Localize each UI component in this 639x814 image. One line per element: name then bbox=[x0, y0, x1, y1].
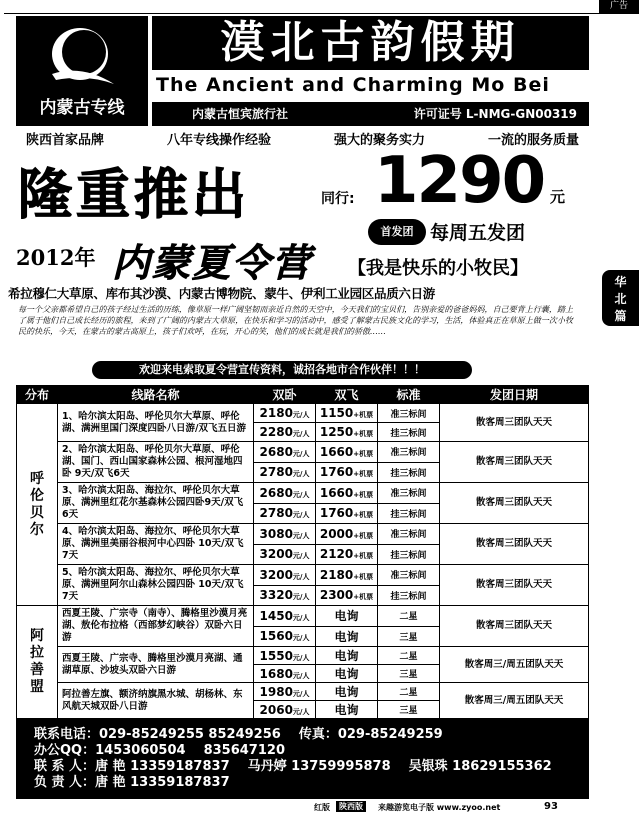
sleeper-price: 3320元/人 bbox=[254, 585, 316, 606]
sleeper-price: 1450元/人 bbox=[254, 606, 316, 627]
logo-box bbox=[16, 16, 148, 126]
agency-name: 内蒙古恒宾旅行社 bbox=[192, 107, 289, 121]
fly-price: 电询 bbox=[316, 683, 378, 701]
header-departure: 发团日期 bbox=[440, 386, 589, 404]
camp-title: 内蒙夏令营 bbox=[112, 241, 313, 285]
fly-price: 2300+机票 bbox=[316, 585, 378, 606]
license-number: 许可证号 L-NMG-GN00319 bbox=[413, 107, 577, 121]
route-name: 阿拉善左旗、额济纳旗黑水城、胡杨林、东风航天城双卧八日游 bbox=[58, 683, 254, 719]
departure: 散客周三/周五团队天天 bbox=[440, 647, 589, 683]
route-name: 5、哈尔滨太阳岛、海拉尔、呼伦贝尔大草原、满洲里阿尔山森林公园四卧 10天/双飞7天 bbox=[58, 565, 254, 606]
weekly-departure: 每周五发团 bbox=[430, 222, 526, 244]
title-english: The Ancient and Charming Mo Bei bbox=[156, 74, 550, 96]
manager: 唐 艳 13359187837 bbox=[95, 775, 230, 790]
standard: 二星 bbox=[378, 606, 440, 627]
region-char: 尔 bbox=[30, 521, 44, 538]
camp-year: 2012年 bbox=[16, 245, 96, 270]
departure: 散客周三团队天天 bbox=[440, 404, 589, 442]
footer bbox=[0, 800, 639, 814]
sleeper-price: 2060元/人 bbox=[254, 701, 316, 719]
table-row bbox=[17, 606, 589, 627]
fly-price: 1660+机票 bbox=[316, 442, 378, 463]
side-tab-char: 华 bbox=[614, 275, 627, 289]
camp-subtitle: 【我是快乐的小牧民】 bbox=[348, 258, 528, 279]
sleeper-price: 2180元/人 bbox=[254, 404, 316, 423]
sleeper-price: 1550元/人 bbox=[254, 647, 316, 665]
fly-price: 2180+机票 bbox=[316, 565, 378, 586]
header bbox=[16, 16, 589, 126]
standard: 准三标间 bbox=[378, 442, 440, 463]
qq-label: 办公QQ： bbox=[34, 743, 96, 758]
slogan-1: 陕西首家品牌 bbox=[26, 132, 105, 148]
contact-label: 联 系 人： bbox=[34, 759, 96, 774]
region-char: 善 bbox=[30, 662, 44, 678]
standard: 准三标间 bbox=[378, 404, 440, 423]
region-alxa bbox=[17, 606, 58, 719]
sleeper-price: 2780元/人 bbox=[254, 503, 316, 524]
top-rule bbox=[4, 13, 639, 14]
sleeper-price: 3200元/人 bbox=[254, 565, 316, 586]
contact-person-1: 唐 艳 13359187837 bbox=[95, 759, 230, 774]
departure: 散客周三团队天天 bbox=[440, 524, 589, 565]
header-standard: 标准 bbox=[378, 386, 440, 404]
table-row bbox=[17, 524, 589, 545]
peer-price-label: 同行: bbox=[321, 191, 355, 207]
departure: 散客周三团队天天 bbox=[440, 606, 589, 647]
fax-label: 传真： bbox=[298, 727, 338, 742]
standard: 挂三标间 bbox=[378, 503, 440, 524]
standard: 二星 bbox=[378, 647, 440, 665]
standard: 挂三标间 bbox=[378, 462, 440, 483]
departure: 散客周三团队天天 bbox=[440, 565, 589, 606]
header-region: 分布 bbox=[17, 386, 58, 404]
region-char: 阿 bbox=[30, 628, 44, 644]
standard: 准三标间 bbox=[378, 483, 440, 504]
contact-person-2: 马丹婷 13759995878 bbox=[247, 759, 391, 774]
header-fly: 双飞 bbox=[316, 386, 378, 404]
region-char: 拉 bbox=[30, 645, 44, 661]
side-tab-char: 北 bbox=[614, 292, 627, 306]
sleeper-price: 3080元/人 bbox=[254, 524, 316, 545]
hero bbox=[16, 144, 589, 226]
header-sleeper: 双卧 bbox=[254, 386, 316, 404]
standard: 挂三标间 bbox=[378, 423, 440, 442]
sleeper-price: 2280元/人 bbox=[254, 423, 316, 442]
price-unit: 元 bbox=[550, 188, 566, 206]
standard: 二星 bbox=[378, 683, 440, 701]
sleeper-price: 1560元/人 bbox=[254, 626, 316, 647]
standard: 三星 bbox=[378, 665, 440, 683]
slogan-2: 八年专线操作经验 bbox=[166, 132, 271, 148]
table-row bbox=[17, 404, 589, 423]
fly-price: 电询 bbox=[316, 647, 378, 665]
phone-number: 029-85249255 85249256 bbox=[99, 727, 281, 742]
ad-tag: 广告 bbox=[599, 0, 639, 13]
big-slogan: 隆重推出 bbox=[18, 163, 250, 226]
side-tab-huabei bbox=[602, 270, 639, 326]
fly-price: 1760+机票 bbox=[316, 503, 378, 524]
standard: 挂三标间 bbox=[378, 585, 440, 606]
contact-box bbox=[16, 719, 589, 799]
table-row bbox=[17, 442, 589, 463]
standard: 挂三标间 bbox=[378, 544, 440, 565]
edition-label: 红版 bbox=[314, 803, 330, 812]
fly-price: 电询 bbox=[316, 701, 378, 719]
routes-table bbox=[16, 385, 589, 719]
page-number: 93 bbox=[544, 801, 558, 812]
table-row bbox=[17, 483, 589, 504]
camp-row bbox=[16, 232, 589, 284]
table-header-row bbox=[17, 386, 589, 404]
peer-price: 1290 bbox=[374, 144, 545, 218]
region-char: 贝 bbox=[30, 504, 44, 521]
fly-price: 1660+机票 bbox=[316, 483, 378, 504]
standard: 准三标间 bbox=[378, 524, 440, 545]
standard: 三星 bbox=[378, 626, 440, 647]
logo-region-text: 内蒙古专线 bbox=[39, 98, 125, 118]
fly-price: 电询 bbox=[316, 665, 378, 683]
contact-person-row bbox=[34, 759, 589, 775]
q-crescent-logo-icon bbox=[42, 24, 118, 86]
site-link: 来趣游览电子版 www.zyoo.net bbox=[378, 803, 501, 812]
route-banner: 希拉穆仁大草原、库布其沙漠、内蒙古博物院、蒙牛、伊利工业园区品质六日游 bbox=[8, 286, 436, 301]
route-name: 西夏王陵、广宗寺（南寺）、腾格里沙漠月亮湖、敖伦布拉格（西部梦幻峡谷）双卧六日游 bbox=[58, 606, 254, 647]
standard: 准三标间 bbox=[378, 565, 440, 586]
route-name: 4、哈尔滨太阳岛、海拉尔、呼伦贝尔大草原、满洲里美丽谷根河中心四卧 10天/双飞7天 bbox=[58, 524, 254, 565]
fly-price: 2000+机票 bbox=[316, 524, 378, 545]
fly-price: 1760+机票 bbox=[316, 462, 378, 483]
sleeper-price: 2680元/人 bbox=[254, 442, 316, 463]
table-row bbox=[17, 683, 589, 701]
fly-price: 2120+机票 bbox=[316, 544, 378, 565]
manager-label: 负 责 人： bbox=[34, 775, 96, 790]
side-tab-char: 篇 bbox=[614, 309, 627, 323]
sleeper-price: 3200元/人 bbox=[254, 544, 316, 565]
fly-price: 1150+机票 bbox=[316, 404, 378, 423]
fly-price: 电询 bbox=[316, 626, 378, 647]
departure: 散客周三/周五团队天天 bbox=[440, 683, 589, 719]
contact-qq-row bbox=[34, 743, 589, 759]
slogan-4: 一流的服务质量 bbox=[487, 132, 579, 148]
route-name: 西夏王陵、广宗寺、腾格里沙漠月亮湖、通湖草原、沙坡头双卧六日游 bbox=[58, 647, 254, 683]
table-row bbox=[17, 647, 589, 665]
invite-banner: 欢迎来电索取夏令营宣传资料，诚招各地市合作伙伴！！！ bbox=[92, 361, 472, 379]
contact-person-3: 吴银珠 18629155362 bbox=[408, 759, 552, 774]
fly-price: 电询 bbox=[316, 606, 378, 627]
table-row bbox=[17, 565, 589, 586]
departure: 散客周三团队天天 bbox=[440, 483, 589, 524]
qq-number: 1453060504 bbox=[95, 743, 186, 758]
standard: 三星 bbox=[378, 701, 440, 719]
first-tour-badge: 首发团 bbox=[368, 219, 426, 245]
region-char: 伦 bbox=[30, 487, 44, 504]
agency-bar bbox=[152, 102, 589, 126]
contact-phone-row bbox=[34, 727, 589, 743]
route-name: 2、哈尔滨太阳岛、呼伦贝尔大草原、呼伦湖、国门、西山国家森林公园、根河湿地四卧 9天/双飞6天 bbox=[58, 442, 254, 483]
region-tag: 陕西版 bbox=[336, 801, 366, 812]
region-char: 呼 bbox=[30, 470, 44, 487]
route-name: 1、哈尔滨太阳岛、呼伦贝尔大草原、呼伦湖、满洲里国门深度四卧八日游/双飞五日游 bbox=[58, 404, 254, 442]
fax-number: 029-85249259 bbox=[337, 727, 443, 742]
sleeper-price: 1680元/人 bbox=[254, 665, 316, 683]
region-hulunbuir bbox=[17, 404, 58, 606]
fly-price: 1250+机票 bbox=[316, 423, 378, 442]
contact-manager-row bbox=[34, 775, 589, 791]
title-chinese: 漠北古韵假期 bbox=[152, 16, 589, 70]
sleeper-price: 1980元/人 bbox=[254, 683, 316, 701]
qq-number-2: 835647120 bbox=[203, 743, 285, 758]
region-char: 盟 bbox=[30, 679, 44, 695]
route-name: 3、哈尔滨太阳岛、海拉尔、呼伦贝尔大草原、满洲里红花尔基森林公园四卧9天/双飞6天 bbox=[58, 483, 254, 524]
header-route: 线路名称 bbox=[58, 386, 254, 404]
sleeper-price: 2680元/人 bbox=[254, 483, 316, 504]
intro-paragraph: 每一个父亲都希望自己的孩子经过生活的历练，像草原一样广阔坚韧而亲近自然的天空中，今天我们的宝贝们，告别亲爱的爸爸妈妈，自己要背上行囊，踏上了属于他们自己成长经历的旅程，来到了广阔的内蒙古大草原，在快乐和学习的活动中，感受了解蒙古民族文化的学习，生活，体验真正在草原上做一次小牧民的快乐，今天，在蒙古的蒙古高原上，孩子们欢呼，在玩，开心的笑，他们的成长就是我们的骄傲…… bbox=[18, 305, 573, 336]
phone-label: 联系电话： bbox=[34, 727, 100, 742]
departure: 散客周三团队天天 bbox=[440, 442, 589, 483]
slogan-3: 强大的聚务实力 bbox=[333, 132, 425, 148]
sleeper-price: 2780元/人 bbox=[254, 462, 316, 483]
